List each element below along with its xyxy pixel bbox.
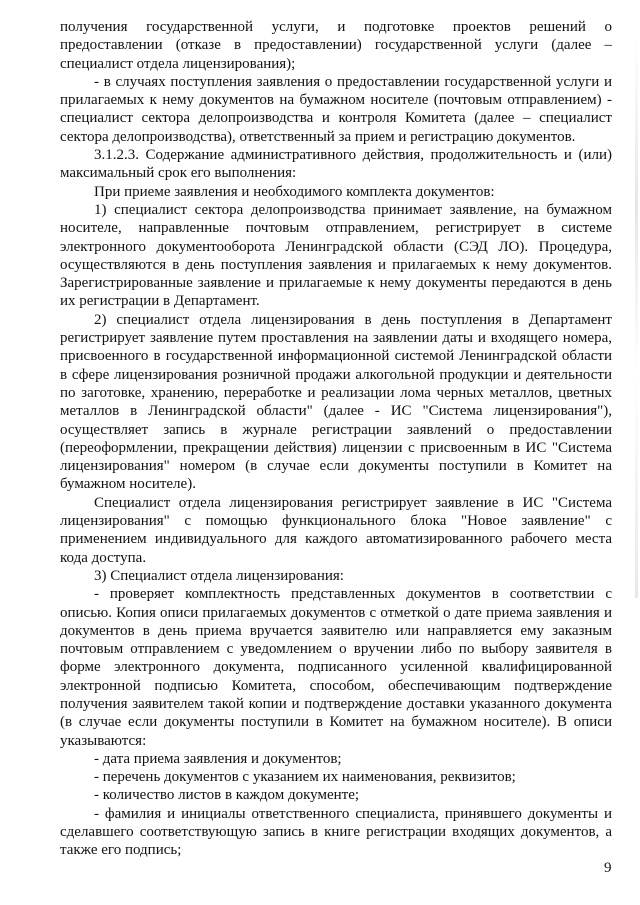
list-item-4: - фамилия и инициалы ответственного специалиста, принявшего документы и сделавшего соответствующую запись в книге регистрации входящих документов, а также его подпись;: [60, 805, 612, 859]
list-item-2: - перечень документов с указанием их наименования, реквизитов;: [94, 769, 516, 786]
list-item-3: - количество листов в каждом документе;: [94, 787, 360, 804]
page-number: 9: [604, 860, 612, 876]
scan-edge-shadow: [635, 38, 638, 598]
paragraph-3: 3.1.2.3. Содержание административного действия, продолжительность и (или) максимальный срок его выполнения:: [60, 147, 612, 182]
paragraph-8: 3) Специалист отдела лицензирования:: [94, 567, 344, 584]
document-page: [60, 18, 612, 860]
paragraph-4: При приеме заявления и необходимого комплекта документов:: [94, 183, 495, 200]
list-item-1: - дата приема заявления и документов;: [94, 750, 342, 767]
paragraph-6: 2) специалист отдела лицензирования в день поступления в Департамент регистрирует заявление путем проставления на заявлении даты и входящего номера, присвоенного в государственной информационной системой Ленинградской области в сфере лицензирования розничной продажи алкогольной продукции и деятельности по заготовке, хранению, переработке и реализации лома черных металлов, цветных металлов в Ленинградской области" (далее - ИС "Система лицензирования"), осуществляет запись в журнале регистрации заявлений о предоставлении (переоформлении, прекращении действия) лицензии с присвоенным в ИС "Система лицензирования" номером (в случае если документы поступили в Комитет на бумажном носителе).: [60, 311, 612, 493]
paragraph-5: 1) специалист сектора делопроизводства принимает заявление, на бумажном носителе, направленные почтовым отправлением, регистрирует в системе электронного документооборота Ленинградской области (СЭД ЛО). Процедура, осуществляются в день поступления заявления и прилагаемых к нему документов. Зарегистрированные заявление и прилагаемые к нему документы передаются в день их регистрации в Департамент.: [60, 201, 612, 310]
paragraph-9: - проверяет комплектность представленных документов в соответствии с описью. Копия описи прилагаемых документов с отметкой о дате приема заявления и документов в день приема вручается заявителю или направляется ему заказным почтовым отправлением с уведомлением о вручении либо по выбору заявителя в форме электронного документа, подписанного усиленной квалифицированной электронной подписью Комитета, способом, обеспечивающим подтверждение получения заявителем такой копии и подтверждение доставки указанного документа (в случае если документы поступили в Комитет на бумажном носителе). В описи указываются:: [60, 586, 612, 749]
paragraph-2: - в случаях поступления заявления о предоставлении государственной услуги и прилагаемых к нему документов на бумажном носителе (почтовым отправлением) - специалист сектора делопроизводства и контроля Комитета (далее – специалист сектора делопроизводства), ответственный за прием и регистрацию документов.: [60, 73, 612, 145]
paragraph-1: получения государственной услуги, и подготовке проектов решений о предоставлении (отказе в предоставлении) государственной услуги (далее – специалист отдела лицензирования);: [60, 19, 612, 72]
paragraph-7: Специалист отдела лицензирования регистрирует заявление в ИС "Система лицензирования" с помощью функционального блока "Новое заявление" с применением индивидуального для каждого автоматизированного рабочего места кода доступа.: [60, 494, 612, 566]
